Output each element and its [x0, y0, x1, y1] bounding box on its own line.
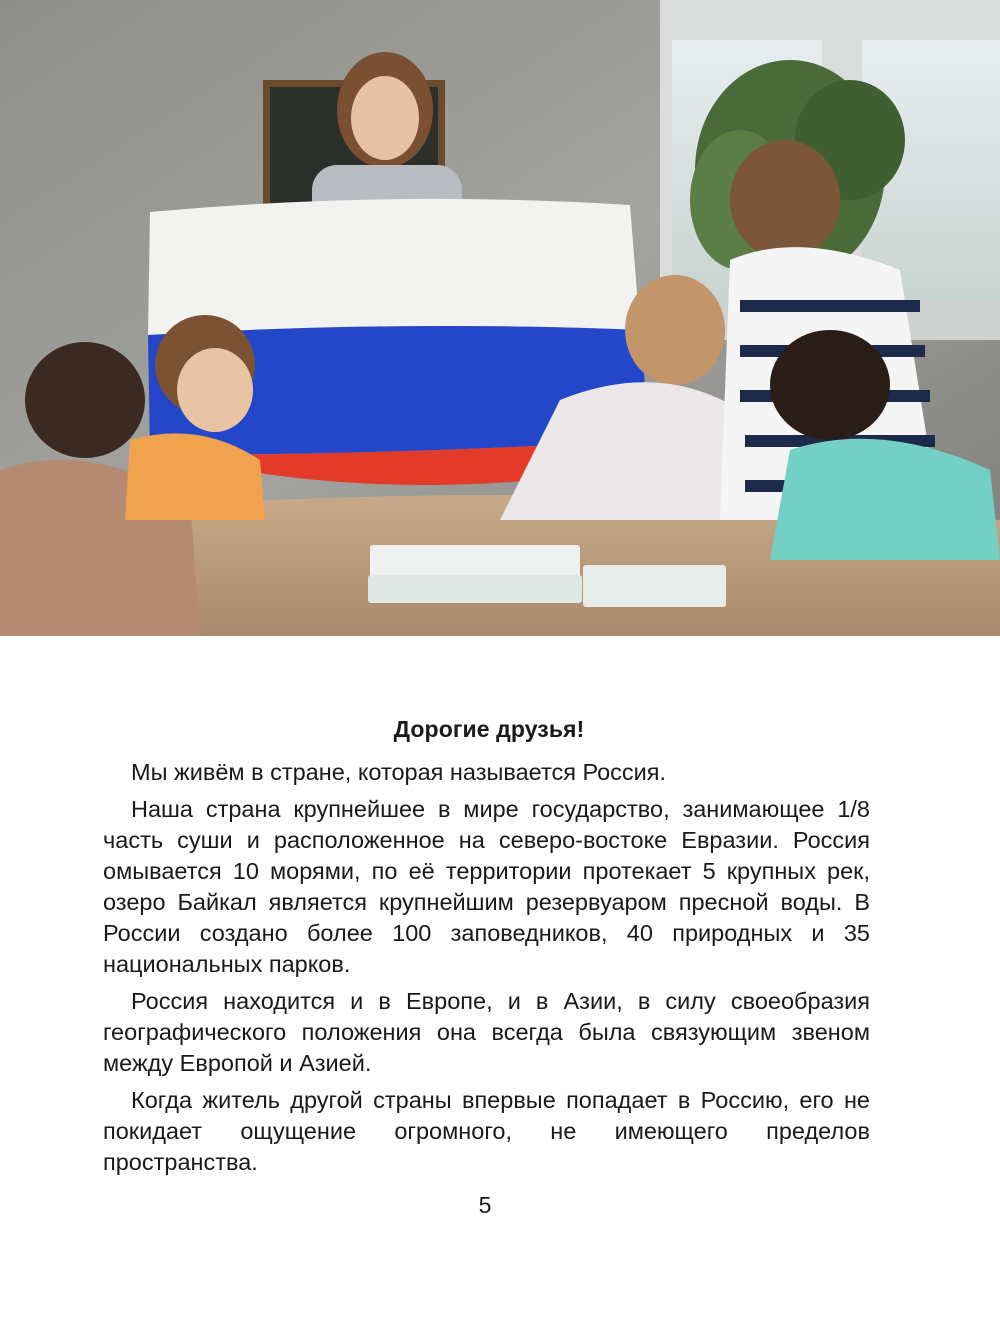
- page-number: 5: [478, 1192, 492, 1218]
- heading: Дорогие друзья!: [393, 716, 585, 742]
- text-block: [103, 716, 870, 1184]
- paragraph-4: Когда житель другой страны впервые попадает в Россию, его не покидает ощущение огромного, не имеющего пределов пространства.: [103, 1087, 870, 1175]
- paragraph-1: Мы живём в стране, которая называется Россия.: [131, 759, 667, 785]
- paragraph-2: Наша страна крупнейшее в мире государство, занимающее 1/8 часть суши и расположенное на северо-востоке Евразии. Россия омывается 10 морями, по её территории протекает 5 крупных рек, озеро Байкал является крупнейшим резервуаром пресной воды. В России создано более 100 заповедников, 40 природных и 35 национальных парков.: [103, 796, 870, 977]
- classroom-photo: [0, 0, 1000, 636]
- paragraph-3: Россия находится и в Европе, и в Азии, в силу своеобразия географического положения она всегда была связующим звеном между Европой и Азией.: [103, 988, 870, 1076]
